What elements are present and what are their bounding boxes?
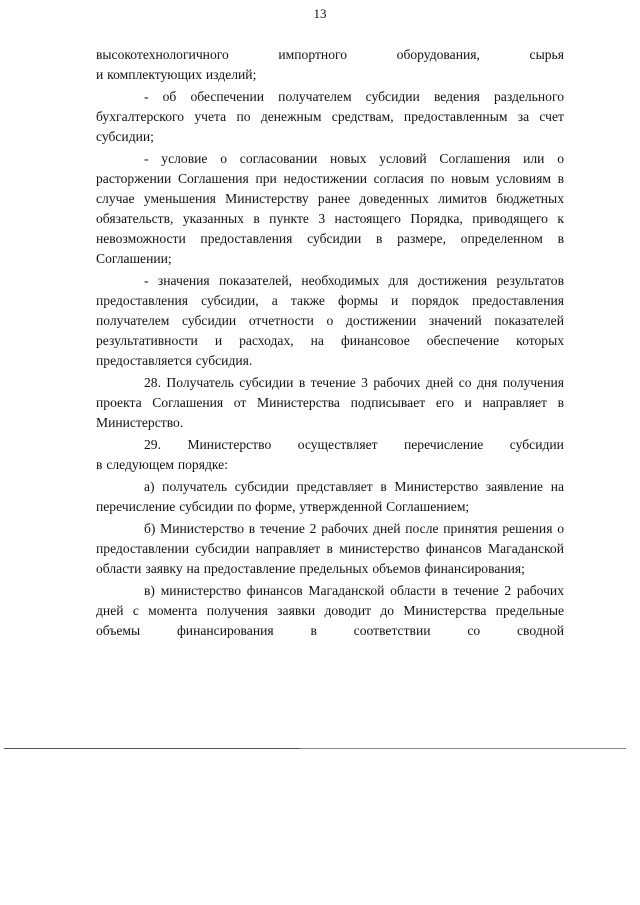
word: оборудования, — [396, 47, 480, 62]
paragraph-29-v: в) министерство финансов Магаданской области в течение 2 рабочих дней с момента получения заявки доводит до Министерства предельные объемы финансирования в соответствии со сводной — [96, 583, 564, 638]
paragraph-text: и комплектующих изделий; — [96, 67, 257, 82]
spread-line — [96, 45, 564, 65]
page-separator-line — [300, 748, 626, 749]
paragraph-continuation — [96, 45, 564, 85]
word: высокотехнологичного — [96, 47, 229, 62]
paragraph-text: в следующем порядке: — [96, 457, 228, 472]
spread-line — [96, 435, 564, 455]
word: осуществляет — [297, 437, 378, 452]
word: Министерство — [187, 437, 272, 452]
word: субсидии — [509, 437, 564, 452]
paragraph-28: 28. Получатель субсидии в течение 3 рабочих дней со дня получения проекта Соглашения от Министерства подписывает его и направляет в Министерство. — [96, 375, 564, 430]
paragraph-29-a: а) получатель субсидии представляет в Министерство заявление на перечисление субсидии по форме, утвержденной Соглашением; — [96, 479, 564, 514]
word: импортного — [278, 47, 348, 62]
word: 29. — [144, 437, 161, 452]
word: сырья — [529, 47, 564, 62]
page-number: 13 — [313, 6, 327, 21]
paragraph-accounting: - об обеспечении получателем субсидии ведения раздельного бухгалтерского учета по денежным средствам, предоставленным за счет субсидии; — [96, 89, 564, 144]
paragraph-indicators: - значения показателей, необходимых для достижения результатов предоставления субсидии, а также формы и порядок предоставления получателем субсидии отчетности о достижении значений показателей результативности и расходах, на финансовое обеспечение которых предоставляется субсидия. — [96, 273, 564, 368]
word: перечисление — [404, 437, 484, 452]
paragraph-29-b: б) Министерство в течение 2 рабочих дней после принятия решения о предоставлении субсидии направляет в министерство финансов Магаданской области заявку на предоставление предельных объемов финансирования; — [96, 521, 564, 576]
page-separator-line — [4, 748, 304, 749]
paragraph-agreement-conditions: - условие о согласовании новых условий Соглашения или о расторжении Соглашения при недостижении согласия по новым условиям в случае уменьшения Министерству ранее доведенных лимитов бюджетных обязательств, указанных в пункте 3 настоящего Порядка, приводящего к невозможности предоставления субсидии в размере, определенном в Соглашении; — [96, 151, 564, 266]
paragraph-29 — [96, 435, 564, 475]
document-body — [96, 45, 564, 643]
